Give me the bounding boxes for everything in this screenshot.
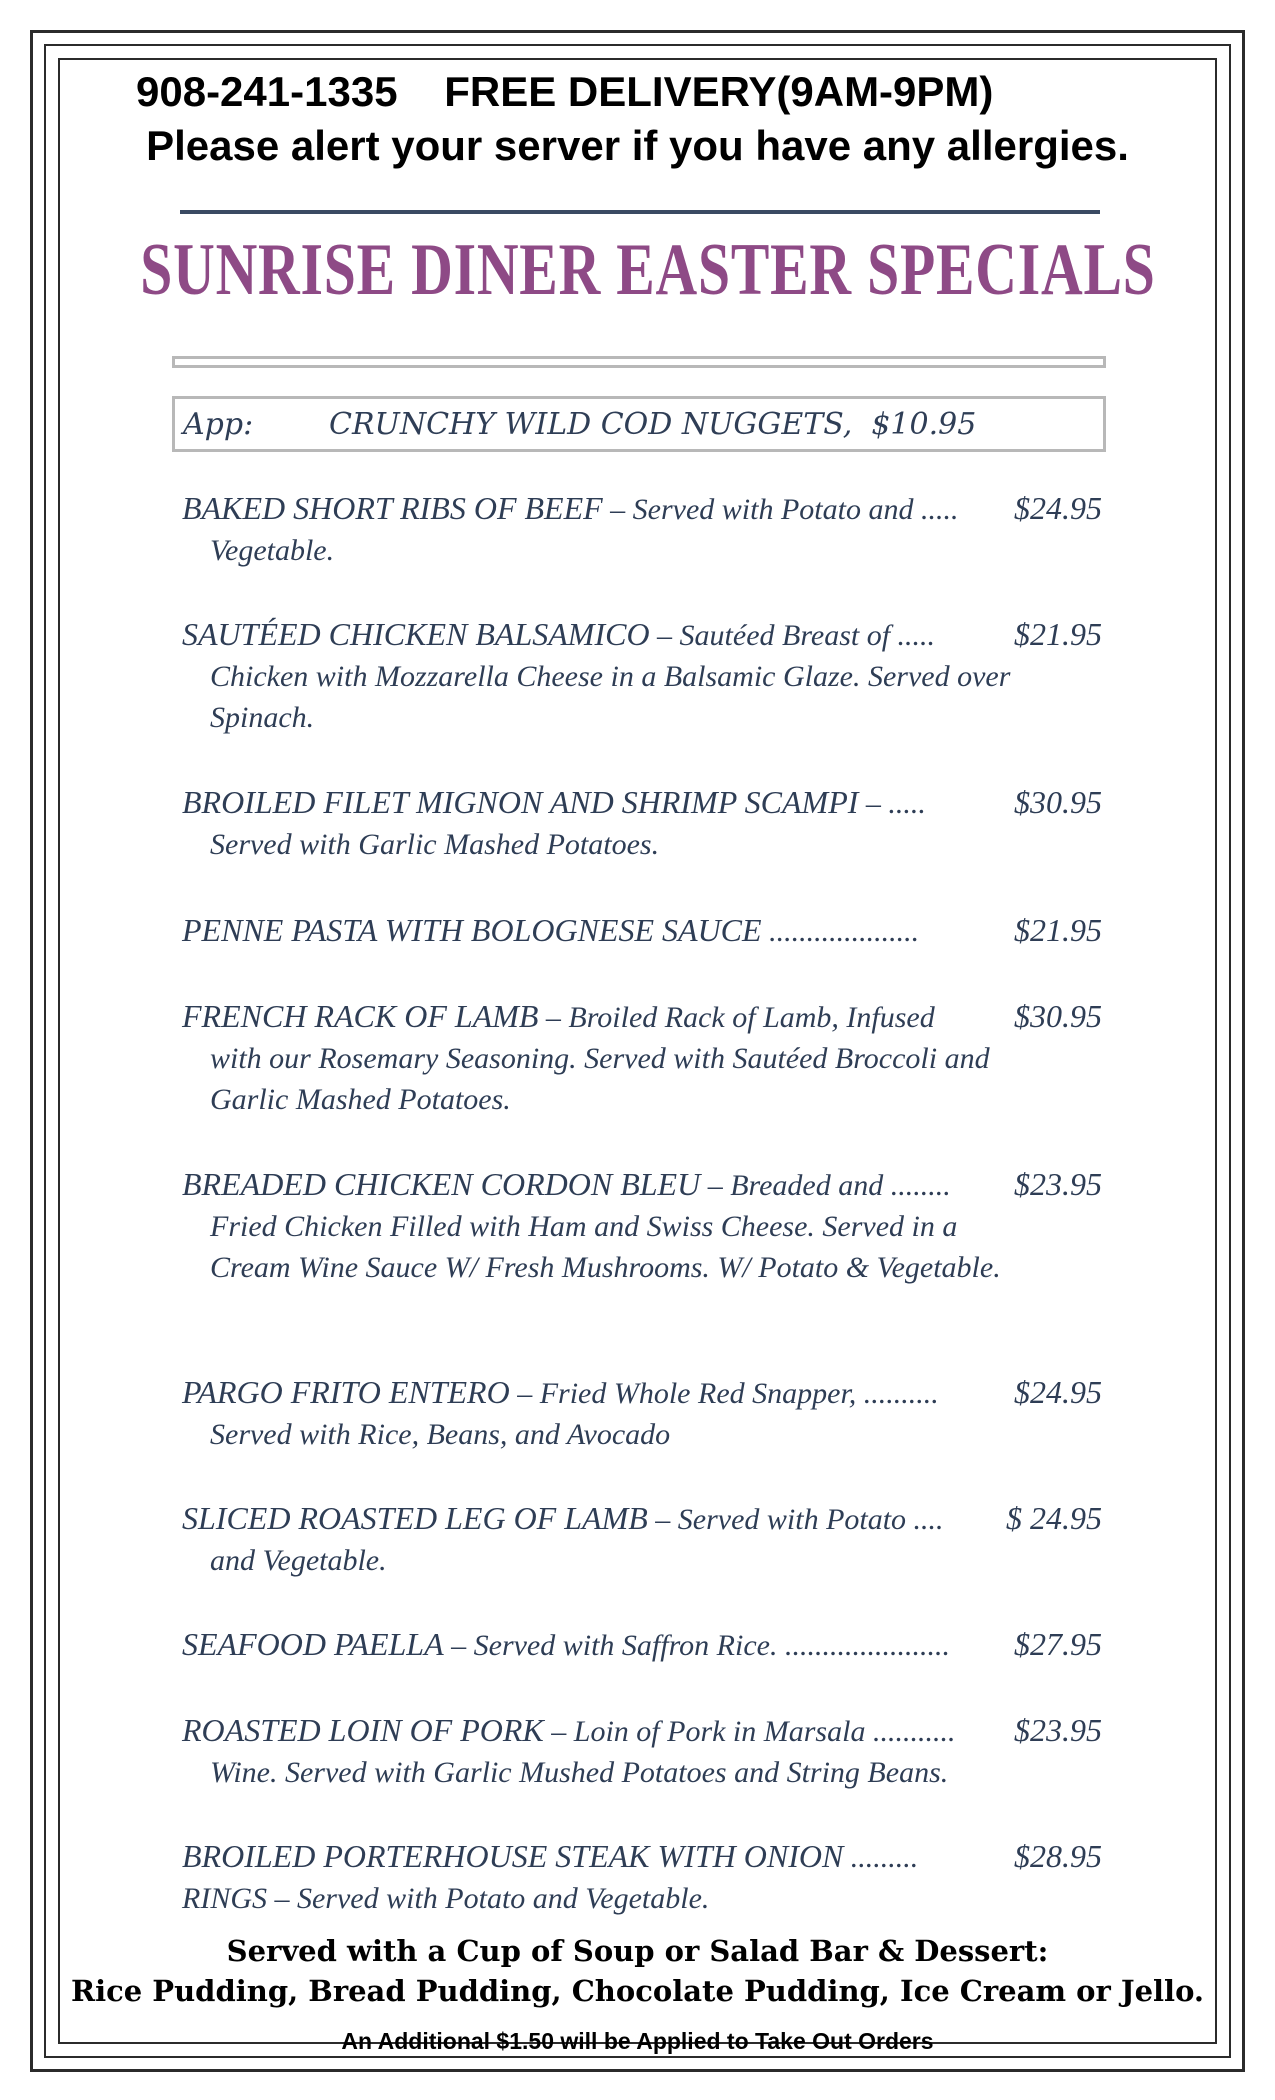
menu-item: [182, 1710, 1102, 1793]
item-name: BROILED PORTERHOUSE STEAK WITH ONION: [182, 1838, 844, 1874]
item-name: SAUTÉED CHICKEN BALSAMICO: [182, 616, 650, 652]
item-description: RINGS – Served with Potato and Vegetable.: [182, 1882, 710, 1915]
item-description: Served with Rice, Beans, and Avocado: [210, 1418, 671, 1451]
item-lead: – Fried Whole Red Snapper, ..........: [509, 1377, 939, 1410]
footer-desserts: Rice Pudding, Bread Pudding, Chocolate Pudding, Ice Cream or Jello.: [70, 1974, 1205, 2008]
phone-delivery-line[interactable]: 908-241-1335 FREE DELIVERY(9AM-9PM): [136, 68, 994, 115]
menu-item: [182, 996, 1102, 1120]
item-lead: – .....: [858, 787, 926, 820]
item-name: BROILED FILET MIGNON AND SHRIMP SCAMPI: [182, 784, 859, 820]
menu-item: [182, 1372, 1102, 1455]
item-lead: – Served with Potato ....: [647, 1503, 944, 1536]
menu-item: [182, 1164, 1102, 1288]
item-price: $30.95: [1008, 996, 1102, 1037]
menu-item: [182, 488, 1102, 571]
menu-item: [182, 910, 1102, 952]
item-lead: – Served with Potato and .....: [602, 493, 959, 526]
menu-item: [182, 1836, 1102, 1919]
item-price: $21.95: [1008, 910, 1102, 951]
item-price: $23.95: [1008, 1710, 1102, 1751]
menu-item: [182, 1498, 1102, 1581]
appetizer-box: [172, 396, 1106, 452]
item-lead: .........: [843, 1841, 919, 1874]
item-lead: – Broiled Rack of Lamb, Infused: [538, 1001, 935, 1034]
item-name: BAKED SHORT RIBS OF BEEF: [182, 490, 603, 526]
allergy-notice: Please alert your server if you have any allergies.: [146, 122, 1129, 169]
title-bar: [172, 356, 1106, 368]
item-name: ROASTED LOIN OF PORK: [182, 1712, 544, 1748]
item-description: Served with Garlic Mashed Potatoes.: [210, 828, 660, 861]
item-description: Chicken with Mozzarella Cheese in a Balsamic Glaze. Served over Spinach.: [210, 660, 1011, 734]
item-lead: – Loin of Pork in Marsala ...........: [543, 1715, 956, 1748]
appetizer-text: CRUNCHY WILD COD NUGGETS, $10.95: [329, 407, 977, 442]
item-price: $23.95: [1008, 1164, 1102, 1205]
item-price: $21.95: [1008, 614, 1102, 655]
item-price: $27.95: [1008, 1624, 1102, 1665]
menu-item: [182, 782, 1102, 865]
item-price: $24.95: [1008, 488, 1102, 529]
item-description: and Vegetable.: [210, 1544, 387, 1577]
item-name: FRENCH RACK OF LAMB: [182, 998, 539, 1034]
item-description: with our Rosemary Seasoning. Served with Sautéed Broccoli and Garlic Mashed Potatoes.: [210, 1042, 990, 1116]
item-name: PARGO FRITO ENTERO: [182, 1374, 510, 1410]
item-lead: ....................: [761, 915, 920, 948]
item-lead: – Breaded and ........: [700, 1169, 951, 1202]
item-lead: – Sautéed Breast of .....: [649, 619, 936, 652]
item-price: $24.95: [1008, 1372, 1102, 1413]
item-description: Wine. Served with Garlic Mushed Potatoes and String Beans.: [210, 1756, 949, 1789]
item-price: $30.95: [1008, 782, 1102, 823]
item-description: Vegetable.: [210, 534, 335, 567]
item-name: SLICED ROASTED LEG OF LAMB: [182, 1500, 648, 1536]
item-description: Fried Chicken Filled with Ham and Swiss Cheese. Served in a Cream Wine Sauce W/ Fresh Mushrooms. W/ Potato & Vegetable.: [210, 1210, 1001, 1284]
item-name: BREADED CHICKEN CORDON BLEU: [182, 1166, 701, 1202]
item-lead: – Served with Saffron Rice. ......................: [443, 1629, 950, 1662]
menu-item: [182, 1624, 1102, 1666]
item-name: SEAFOOD PAELLA: [182, 1626, 444, 1662]
item-price: $ 24.95: [1000, 1498, 1102, 1539]
title-divider: [180, 210, 1100, 214]
item-name: PENNE PASTA WITH BOLOGNESE SAUCE: [182, 912, 762, 948]
item-price: $28.95: [1008, 1836, 1102, 1877]
footer-sides: Served with a Cup of Soup or Salad Bar & Dessert:: [226, 1934, 1049, 1968]
menu-title: SUNRISE DINER EASTER SPECIALS: [140, 229, 1156, 311]
appetizer-label: App:: [183, 407, 254, 442]
footer-takeout-note: An Additional $1.50 will be Applied to Take Out Orders: [341, 2028, 934, 2054]
menu-item: [182, 614, 1102, 738]
